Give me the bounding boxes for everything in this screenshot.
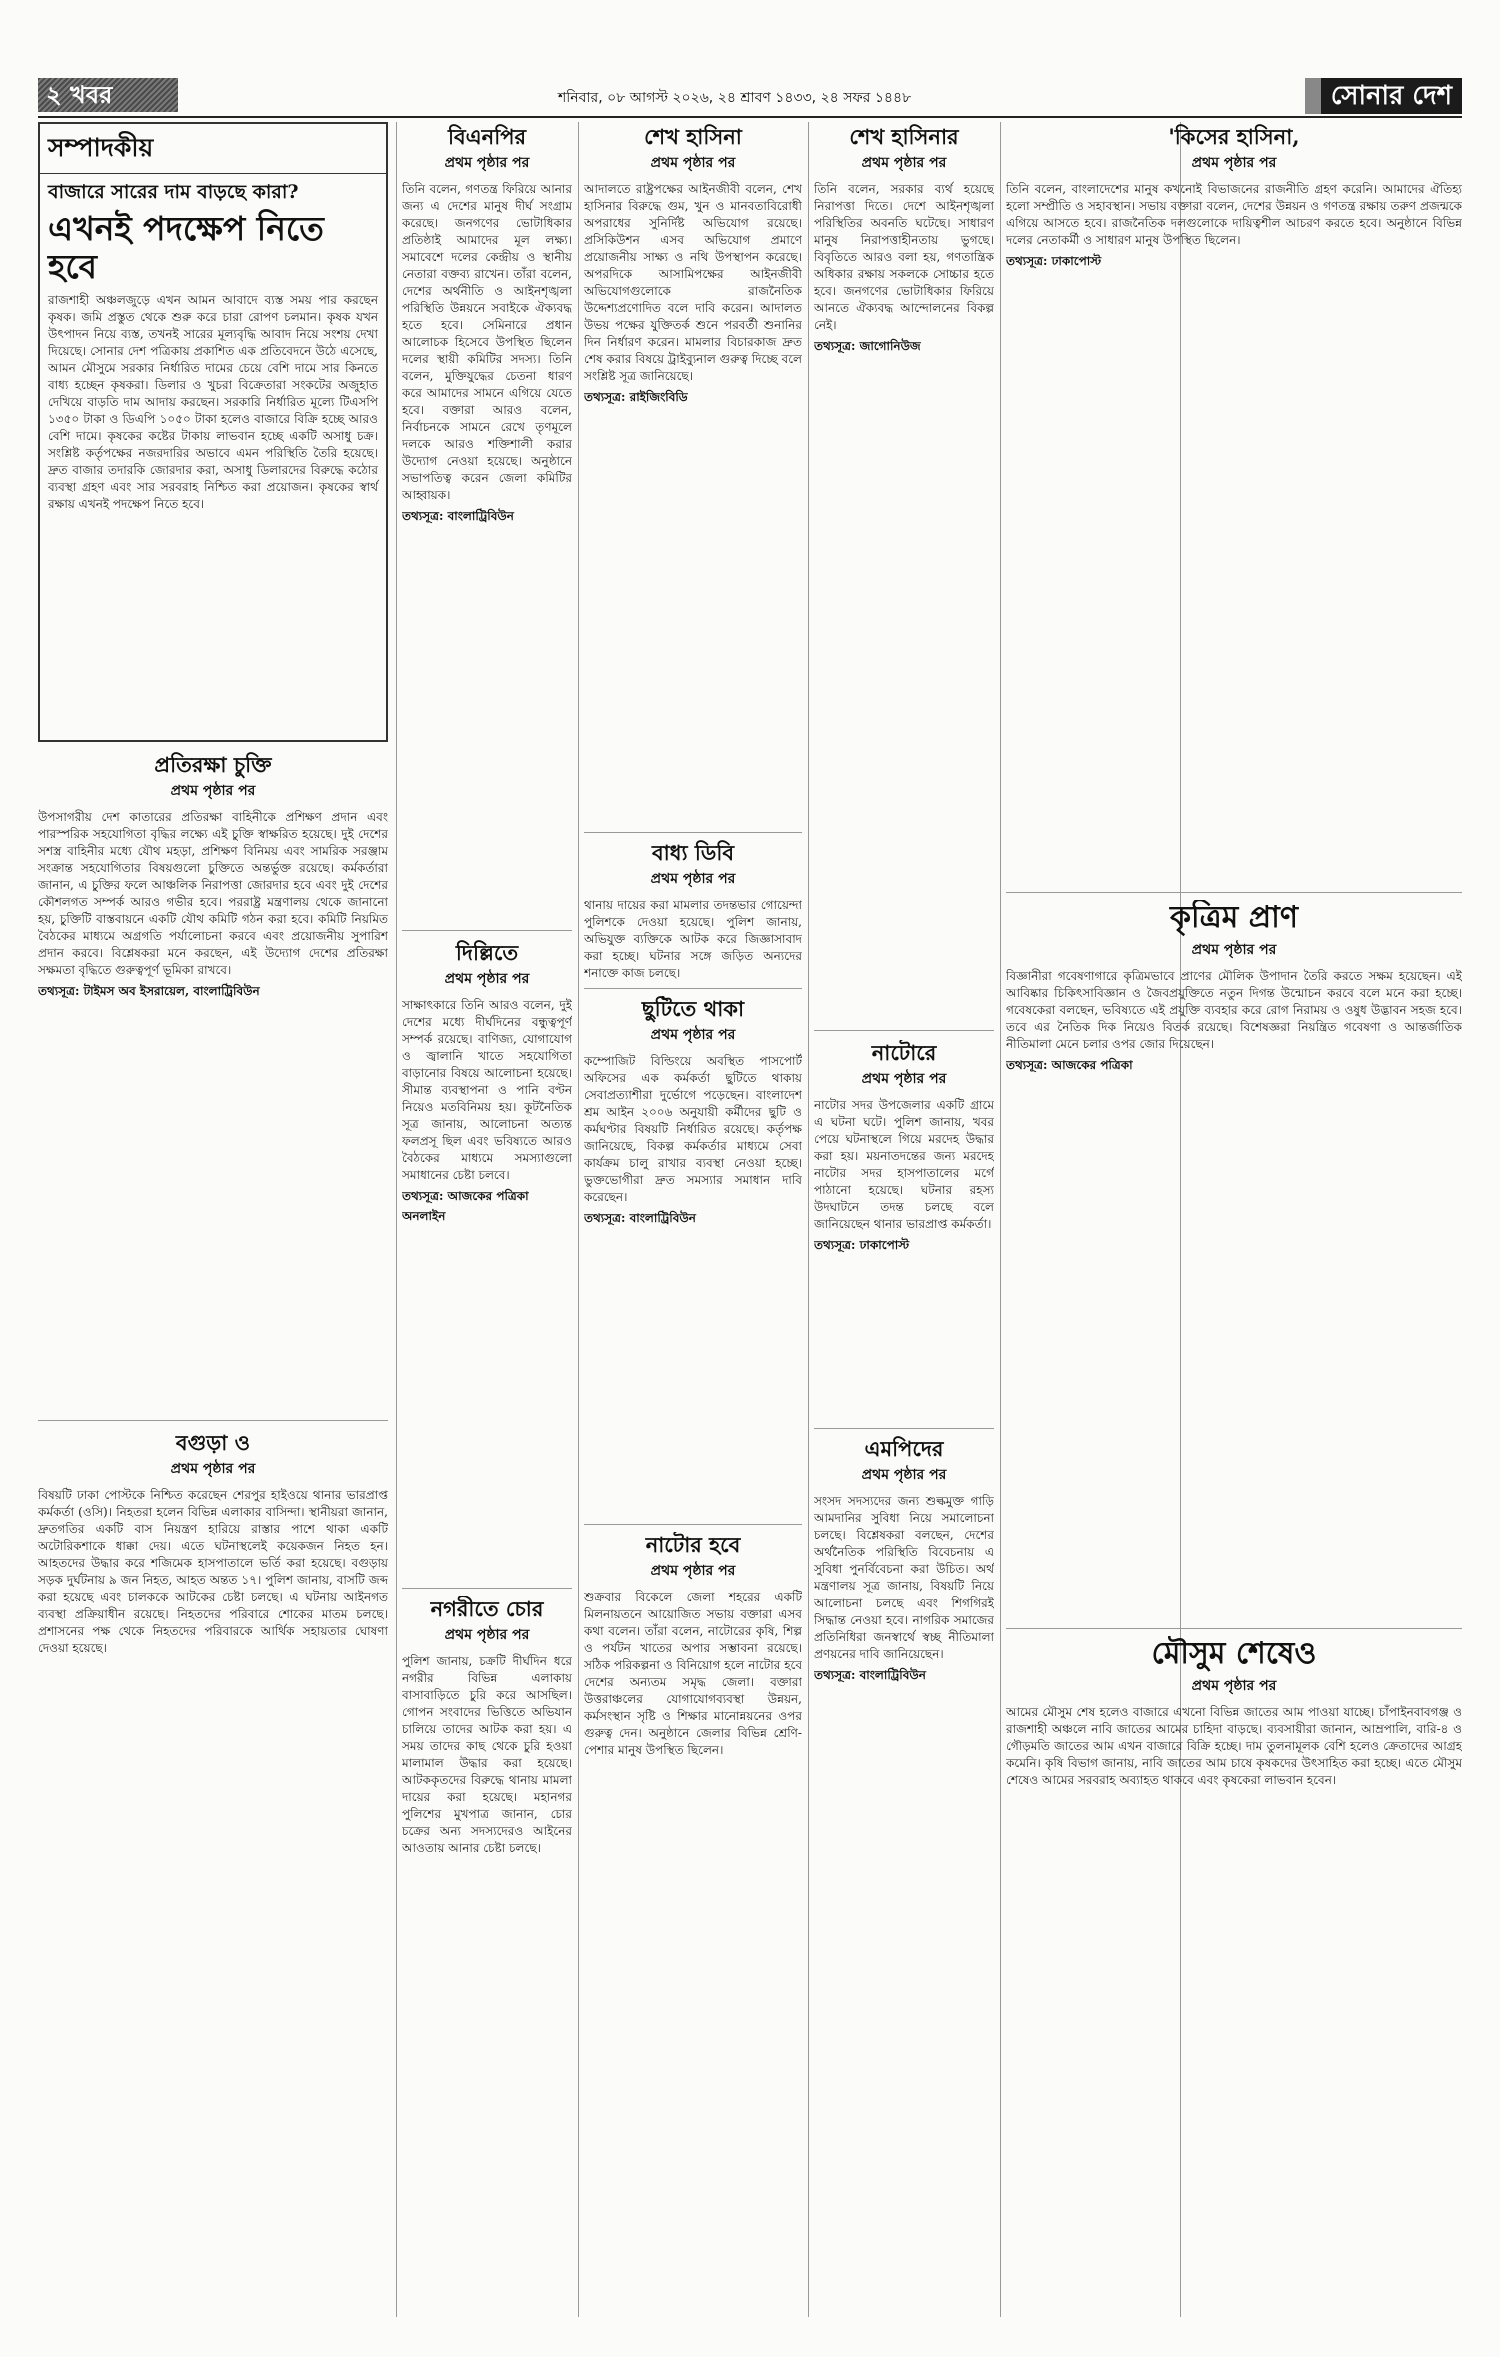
story-body: বিজ্ঞানীরা গবেষণাগারে কৃত্রিমভাবে প্রাণের মৌলিক উপাদান তৈরি করতে সক্ষম হয়েছেন। এই আবিষ্কার চিকিৎসাবিজ্ঞান ও জৈবপ্রযুক্তিতে নতুন দিগন্ত উন্মোচন করবে বলে মনে করা হচ্ছে। গবেষকেরা বলছেন, ভবিষ্যতে এই প্রযুক্তি ব্যবহার করে রোগ নিরাময় ও ওষুধ উদ্ভাবন সহজ হবে। তবে এর নৈতিক দিক নিয়েও বিতর্ক রয়েছে। বিশেষজ্ঞরা নিয়ন্ত্রিত গবেষণা ও আন্তর্জাতিক নীতিমালা মেনে চলার ওপর জোর দিয়েছেন।: [1006, 969, 1462, 1051]
story-headline: বাধ্য ডিবি: [651, 840, 735, 865]
story-headline: বগুড়া ও: [175, 1430, 251, 1455]
story-headline: প্রতিরক্ষা চুক্তি: [154, 752, 272, 777]
story-body: নাটোর সদর উপজেলার একটি গ্রামে এ ঘটনা ঘটে। পুলিশ জানায়, খবর পেয়ে ঘটনাস্থলে গিয়ে মরদেহ উদ্ধার করা হয়। ময়নাতদন্তের জন্য মরদেহ নাটোর সদর হাসপাতালের মর্গে পাঠানো হয়েছে। ঘটনার রহস্য উদঘাটনে তদন্ত চলছে বলে জানিয়েছেন থানার ভারপ্রাপ্ত কর্মকর্তা।: [814, 1098, 994, 1232]
story-divider: [402, 1588, 572, 1589]
editorial-body: রাজশাহী অঞ্চলজুড়ে এখন আমন আবাদে ব্যস্ত সময় পার করছেন কৃষক। জমি প্রস্তুত থেকে শুরু করে চারা রোপণ চলমান। কৃষক যখন উৎপাদন নিয়ে ব্যস্ত, তখনই সারের মূল্যবৃদ্ধি আবাদ নিয়ে সংশয় দেখা দিয়েছে। সোনার দেশ পত্রিকায় প্রকাশিত এক প্রতিবেদনে উঠে এসেছে, আমন মৌসুমে সরকার নির্ধারিত দামের চেয়ে বেশি দামে সার কিনতে বাধ্য হচ্ছেন কৃষকরা। ডিলার ও খুচরা বিক্রেতারা সংকটের অজুহাত দেখিয়ে বাড়তি দাম আদায় করছেন। সরকারি নির্ধারিত মূল্যে টিএসপি ১৩৫০ টাকা ও ডিএপি ১০৫০ টাকা হলেও বাজারে বিক্রি হচ্ছে আরও বেশি দামে। কৃষকের কষ্টের টাকায় লাভবান হচ্ছে একটি অসাধু চক্র। সংশ্লিষ্ট কর্তৃপক্ষের নজরদারির অভাবে এমন পরিস্থিতি তৈরি হয়েছে। দ্রুত বাজার তদারকি জোরদার করা, অসাধু ডিলারদের বিরুদ্ধে কঠোর ব্যবস্থা গ্রহণ এবং সার সরবরাহ নিশ্চিত করা প্রয়োজন। কৃষকের স্বার্থ রক্ষায় এখনই পদক্ষেপ নিতে হবে।: [48, 292, 378, 511]
story-headline: নাটোরে: [871, 1040, 937, 1065]
story-source: তথ্যসূত্র: ঢাকাপোস্ট: [814, 1238, 910, 1253]
story-divider: [814, 1428, 994, 1429]
story-bnp: [402, 124, 572, 924]
masthead: [38, 78, 1462, 114]
story-continuation-label: প্রথম পৃষ্ঠার পর: [170, 783, 256, 800]
editorial-label: সম্পাদকীয়: [40, 124, 386, 174]
story-source: তথ্যসূত্র: বাংলাট্রিবিউন: [584, 1211, 696, 1226]
story-pratirakkha: [38, 752, 388, 1412]
story-divider: [1006, 892, 1462, 893]
newspaper-brand-logo: সোনার দেশ: [1305, 78, 1462, 114]
story-headline: শেখ হাসিনার: [849, 124, 959, 149]
story-continuation-label: প্রথম পৃষ্ঠার পর: [444, 155, 530, 172]
column-divider: [808, 122, 809, 2317]
story-body: সংসদ সদস্যদের জন্য শুল্কমুক্ত গাড়ি আমদানির সুবিধা নিয়ে সমালোচনা চলছে। বিশ্লেষকরা বলছেন, দেশের অর্থনৈতিক পরিস্থিতি বিবেচনায় এ সুবিধা পুনর্বিবেচনা করা উচিত। অর্থ মন্ত্রণালয় সূত্র জানায়, বিষয়টি নিয়ে আলোচনা চলছে এবং শিগগিরই সিদ্ধান্ত নেওয়া হবে। নাগরিক সমাজের প্রতিনিধিরা জনস্বার্থে স্বচ্ছ নীতিমালা প্রণয়নের দাবি জানিয়েছেন।: [814, 1494, 994, 1662]
story-continuation-label: প্রথম পৃষ্ঠার পর: [861, 155, 947, 172]
story-continuation-label: প্রথম পৃষ্ঠার পর: [1191, 942, 1277, 958]
story-body: আমের মৌসুম শেষ হলেও বাজারে এখনো বিভিন্ন জাতের আম পাওয়া যাচ্ছে। চাঁপাইনবাবগঞ্জ ও রাজশাহী অঞ্চলে নাবি জাতের আমের চাহিদা বাড়ছে। ব্যবসায়ীরা জানান, আম্রপালি, বারি-৪ ও গৌড়মতি জাতের আম এখন বাজারে বিক্রি হচ্ছে। দাম তুলনামূলক বেশি হলেও ক্রেতাদের আগ্রহ কমেনি। কৃষি বিভাগ জানায়, নাবি জাতের আম চাষে কৃষকদের উৎসাহিত করা হচ্ছে। এতে মৌসুম শেষেও আমের সরবরাহ অব্যাহত থাকবে এবং কৃষকেরা লাভবান হবেন।: [1006, 1705, 1462, 1787]
story-continuation-label: প্রথম পৃষ্ঠার পর: [650, 1027, 736, 1044]
column-divider: [578, 122, 579, 2317]
story-source: তথ্যসূত্র: বাংলাট্রিবিউন: [814, 1668, 926, 1683]
story-continuation-label: প্রথম পৃষ্ঠার পর: [1191, 1678, 1277, 1694]
story-continuation-label: প্রথম পৃষ্ঠার পর: [444, 971, 530, 988]
story-body: তিনি বলেন, সরকার ব্যর্থ হয়েছে নিরাপত্তা দিতে। দেশে আইনশৃঙ্খলা পরিস্থিতির অবনতি ঘটেছে। সাধারণ মানুষ নিরাপত্তাহীনতায় ভুগছে। বিবৃতিতে আরও বলা হয়, গণতান্ত্রিক অধিকার রক্ষায় সকলকে সোচ্চার হতে হবে। জনগণের ভোটাধিকার ফিরিয়ে আনতে ঐক্যবদ্ধ আন্দোলনের বিকল্প নেই।: [814, 182, 994, 333]
story-body: তিনি বলেন, বাংলাদেশের মানুষ কখনোই বিভাজনের রাজনীতি গ্রহণ করেনি। আমাদের ঐতিহ্য হলো সম্প্রীতি ও সহাবস্থান। সভায় বক্তারা বলেন, দেশের উন্নয়ন ও গণতন্ত্র রক্ষায় তরুণ প্রজন্মকে এগিয়ে আসতে হবে। রাজনৈতিক দলগুলোকে দায়িত্বশীল আচরণ করতে হবে। অনুষ্ঠানে বিভিন্ন দলের নেতাকর্মী ও সাধারণ মানুষ উপস্থিত ছিলেন।: [1006, 182, 1462, 248]
story-body: তিনি বলেন, গণতন্ত্র ফিরিয়ে আনার জন্য এ দেশের মানুষ দীর্ঘ সংগ্রাম করেছে। জনগণের ভোটাধিকার প্রতিষ্ঠাই আমাদের মূল লক্ষ্য। সমাবেশে দলের কেন্দ্রীয় ও স্থানীয় নেতারা বক্তব্য রাখেন। তাঁরা বলেন, দেশের অর্থনীতি ও আইনশৃঙ্খলা পরিস্থিতি উন্নয়নে সবাইকে ঐক্যবদ্ধ হতে হবে। সেমিনারে প্রধান আলোচক হিসেবে উপস্থিত ছিলেন দলের স্থায়ী কমিটির সদস্য। তিনি বলেন, মুক্তিযুদ্ধের চেতনা ধারণ করে আমাদের সামনে এগিয়ে যেতে হবে। বক্তারা আরও বলেন, নির্বাচনকে সামনে রেখে তৃণমূলে দলকে আরও শক্তিশালী করার উদ্যোগ নেওয়া হয়েছে। অনুষ্ঠানে সভাপতিত্ব করেন জেলা কমিটির আহ্বায়ক।: [402, 182, 572, 503]
story-headline: নগরীতে চোর: [430, 1596, 544, 1621]
story-nagarite: [402, 1596, 572, 2312]
story-divider: [402, 930, 572, 931]
date-line: শনিবার, ০৮ আগস্ট ২০২৬, ২৪ শ্রাবণ ১৪৩৩, ২৪ সফর ১৪৪৮: [558, 90, 912, 106]
story-badhya: [584, 840, 802, 980]
story-source: তথ্যসূত্র: ঢাকাপোস্ট: [1006, 254, 1102, 269]
story-mousum-sheshe: [1006, 1636, 1462, 2312]
story-continuation-label: প্রথম পৃষ্ঠার পর: [861, 1071, 947, 1088]
story-body: উপসাগরীয় দেশ কাতারের প্রতিরক্ষা বাহিনীকে প্রশিক্ষণ প্রদান এবং পারস্পরিক সহযোগিতা বৃদ্ধির লক্ষ্যে এই চুক্তি স্বাক্ষরিত হয়েছে। দুই দেশের সশস্ত্র বাহিনীর মধ্যে যৌথ মহড়া, প্রশিক্ষণ বিনিময় এবং সামরিক সরঞ্জাম সংক্রান্ত সহযোগিতার বিষয়গুলো চুক্তিতে অন্তর্ভুক্ত রয়েছে। কর্মকর্তারা জানান, এ চুক্তির ফলে আঞ্চলিক নিরাপত্তা জোরদার হবে এবং দুই দেশের কৌশলগত সম্পর্ক আরও গভীর হবে। পররাষ্ট্র মন্ত্রণালয় থেকে জানানো হয়, চুক্তিটি বাস্তবায়নে একটি যৌথ কমিটি গঠন করা হবে। কমিটি নিয়মিত বৈঠকের মাধ্যমে অগ্রগতি পর্যালোচনা করবে এবং প্রয়োজনীয় সুপারিশ প্রদান করবে। বিশ্লেষকরা মনে করছেন, এই উদ্যোগ দেশের প্রতিরক্ষা সক্ষমতা বৃদ্ধিতে গুরুত্বপূর্ণ ভূমিকা রাখবে।: [38, 810, 388, 978]
story-headline: মৌসুম শেষেও: [1151, 1636, 1317, 1671]
story-headline: নাটোর হবে: [645, 1532, 741, 1557]
story-sheikh-hasinar: [814, 124, 994, 824]
story-body: কম্পোজিট বিল্ডিংয়ে অবস্থিত পাসপোর্ট অফিসের এক কর্মকর্তা ছুটিতে থাকায় সেবাপ্রত্যাশীরা দুর্ভোগে পড়েছেন। বাংলাদেশ শ্রম আইন ২০০৬ অনুযায়ী কর্মীদের ছুটি ও কর্মঘণ্টার বিষয়টি নির্ধারিত রয়েছে। কর্তৃপক্ষ জানিয়েছে, বিকল্প কর্মকর্তার মাধ্যমে সেবা কার্যক্রম চালু রাখার ব্যবস্থা নেওয়া হচ্ছে। ভুক্তভোগীরা দ্রুত সমস্যার সমাধান দাবি করেছেন।: [584, 1054, 802, 1205]
story-divider: [584, 988, 802, 989]
story-natore-hobe: [584, 1532, 802, 2312]
story-continuation-label: প্রথম পৃষ্ঠার পর: [650, 155, 736, 172]
story-continuation-label: প্রথম পৃষ্ঠার পর: [170, 1461, 256, 1478]
story-headline: এমপিদের: [864, 1436, 944, 1461]
editorial-question: বাজারে সারের দাম বাড়ছে কারা?: [48, 181, 299, 203]
story-headline: দিল্লিতে: [455, 940, 519, 965]
story-source: তথ্যসূত্র: টাইমস অব ইসরায়েল, বাংলাট্রিবিউন: [38, 984, 260, 999]
story-headline: শেখ হাসিনা: [644, 124, 742, 149]
story-body: বিষয়টি ঢাকা পোস্টকে নিশ্চিত করেছেন শেরপুর হাইওয়ে থানার ভারপ্রাপ্ত কর্মকর্তা (ওসি)। নিহতরা হলেন বিভিন্ন এলাকার বাসিন্দা। স্থানীয়রা জানান, দ্রুতগতির একটি বাস নিয়ন্ত্রণ হারিয়ে রাস্তার পাশে থাকা একটি অটোরিকশাকে ধাক্কা দেয়। এতে ঘটনাস্থলেই কয়েকজন নিহত হন। আহতদের উদ্ধার করে শজিমেক হাসপাতালে ভর্তি করা হয়েছে। বগুড়ায় সড়ক দুর্ঘটনায় ৯ জন নিহত, আহত অন্তত ১৭। পুলিশ জানায়, বাসটি জব্দ করা হয়েছে এবং চালককে আটকের চেষ্টা চলছে। এ ঘটনায় আইনগত ব্যবস্থা প্রক্রিয়াধীন রয়েছে। নিহতদের পরিবারে শোকের মাতম চলছে। প্রশাসনের পক্ষ থেকে নিহতদের পরিবারকে আর্থিক সহায়তার ঘোষণা দেওয়া হয়েছে।: [38, 1488, 388, 1656]
story-continuation-label: প্রথম পৃষ্ঠার পর: [650, 1563, 736, 1580]
story-kisser-hasina: [1006, 124, 1462, 884]
story-source: তথ্যসূত্র: রাইজিংবিডি: [584, 390, 688, 405]
story-body: পুলিশ জানায়, চক্রটি দীর্ঘদিন ধরে নগরীর বিভিন্ন এলাকায় বাসাবাড়িতে চুরি করে আসছিল। গোপন সংবাদের ভিত্তিতে অভিযান চালিয়ে তাদের আটক করা হয়। এ সময় তাদের কাছ থেকে চুরি হওয়া মালামাল উদ্ধার করা হয়েছে। আটককৃতদের বিরুদ্ধে থানায় মামলা দায়ের করা হয়েছে। মহানগর পুলিশের মুখপাত্র জানান, চোর চক্রের অন্য সদস্যদেরও আইনের আওতায় আনার চেষ্টা চলছে।: [402, 1654, 572, 1856]
story-continuation-label: প্রথম পৃষ্ঠার পর: [861, 1467, 947, 1484]
story-continuation-label: প্রথম পৃষ্ঠার পর: [1191, 155, 1277, 172]
story-headline: বিএনপির: [447, 124, 527, 149]
story-divider: [38, 1420, 388, 1421]
story-continuation-label: প্রথম পৃষ্ঠার পর: [444, 1627, 530, 1644]
story-source: তথ্যসূত্র: আজকের পত্রিকা অনলাইন: [402, 1189, 529, 1224]
story-dillite: [402, 940, 572, 1580]
page-number-section-tag: ২ খবর: [38, 78, 178, 112]
story-headline: ছুটিতে থাকা: [641, 996, 745, 1021]
story-divider: [1006, 1628, 1462, 1629]
story-source: তথ্যসূত্র: বাংলাট্রিবিউন: [402, 509, 514, 524]
story-sheikh-hasina: [584, 124, 802, 824]
column-divider: [1000, 122, 1001, 2317]
story-continuation-label: প্রথম পৃষ্ঠার পর: [650, 871, 736, 888]
story-bogura: [38, 1430, 388, 2310]
story-headline: 'কিসের হাসিনা,: [1168, 124, 1300, 149]
column-divider: [396, 122, 397, 2317]
editorial-headline: এখনই পদক্ষেপ নিতে হবে: [48, 209, 324, 286]
story-chhutite: [584, 996, 802, 1516]
masthead-rule: [38, 116, 1462, 118]
story-source: তথ্যসূত্র: জাগোনিউজ: [814, 339, 921, 354]
story-body: আদালতে রাষ্ট্রপক্ষের আইনজীবী বলেন, শেখ হাসিনার বিরুদ্ধে গুম, খুন ও মানবতাবিরোধী অপরাধের সুনির্দিষ্ট অভিযোগ রয়েছে। প্রসিকিউশন এসব অভিযোগ প্রমাণে প্রয়োজনীয় সাক্ষ্য ও নথি উপস্থাপন করেছে। অপরদিকে আসামিপক্ষের আইনজীবী অভিযোগগুলোকে রাজনৈতিক উদ্দেশ্যপ্রণোদিত বলে দাবি করেন। আদালত উভয় পক্ষের যুক্তিতর্ক শুনে পরবর্তী শুনানির দিন নির্ধারণ করেন। মামলার বিচারকাজ দ্রুত শেষ করার বিষয়ে ট্রাইব্যুনাল গুরুত্ব দিচ্ছে বলে সংশ্লিষ্ট সূত্র জানিয়েছে।: [584, 182, 802, 384]
story-divider: [584, 832, 802, 833]
story-natore: [814, 1040, 994, 1420]
editorial-box: [38, 122, 388, 742]
story-kritrim-pran: [1006, 900, 1462, 1620]
story-divider: [584, 1524, 802, 1525]
story-body: সাক্ষাৎকারে তিনি আরও বলেন, দুই দেশের মধ্যে দীর্ঘদিনের বন্ধুত্বপূর্ণ সম্পর্ক রয়েছে। বাণিজ্য, যোগাযোগ ও জ্বালানি খাতে সহযোগিতা বাড়ানোর বিষয়ে আলোচনা হয়েছে। সীমান্ত ব্যবস্থাপনা ও পানি বণ্টন নিয়েও মতবিনিময় হয়। কূটনৈতিক সূত্র জানায়, আলোচনা অত্যন্ত ফলপ্রসূ ছিল এবং ভবিষ্যতে আরও বৈঠকের মাধ্যমে সমস্যাগুলো সমাধানের চেষ্টা চলবে।: [402, 998, 572, 1183]
story-source: তথ্যসূত্র: আজকের পত্রিকা: [1006, 1058, 1133, 1072]
story-body: শুক্রবার বিকেলে জেলা শহরের একটি মিলনায়তনে আয়োজিত সভায় বক্তারা এসব কথা বলেন। তাঁরা বলেন, নাটোরের কৃষি, শিল্প ও পর্যটন খাতের অপার সম্ভাবনা রয়েছে। সঠিক পরিকল্পনা ও বিনিয়োগ হলে নাটোর হবে দেশের অন্যতম সমৃদ্ধ জেলা। বক্তারা উত্তরাঞ্চলের যোগাযোগব্যবস্থা উন্নয়ন, কর্মসংস্থান সৃষ্টি ও শিক্ষার মানোন্নয়নের ওপর গুরুত্ব দেন। অনুষ্ঠানে জেলার বিভিন্ন শ্রেণি-পেশার মানুষ উপস্থিত ছিলেন।: [584, 1590, 802, 1758]
story-headline: কৃত্রিম প্রাণ: [1170, 900, 1298, 935]
story-mpder: [814, 1436, 994, 2312]
story-divider: [814, 1030, 994, 1031]
story-body: থানায় দায়ের করা মামলার তদন্তভার গোয়েন্দা পুলিশকে দেওয়া হয়েছে। পুলিশ জানায়, অভিযুক্ত ব্যক্তিকে আটক করে জিজ্ঞাসাবাদ করা হচ্ছে। ঘটনার সঙ্গে জড়িত অন্যদের শনাক্তে কাজ চলছে।: [584, 898, 802, 980]
